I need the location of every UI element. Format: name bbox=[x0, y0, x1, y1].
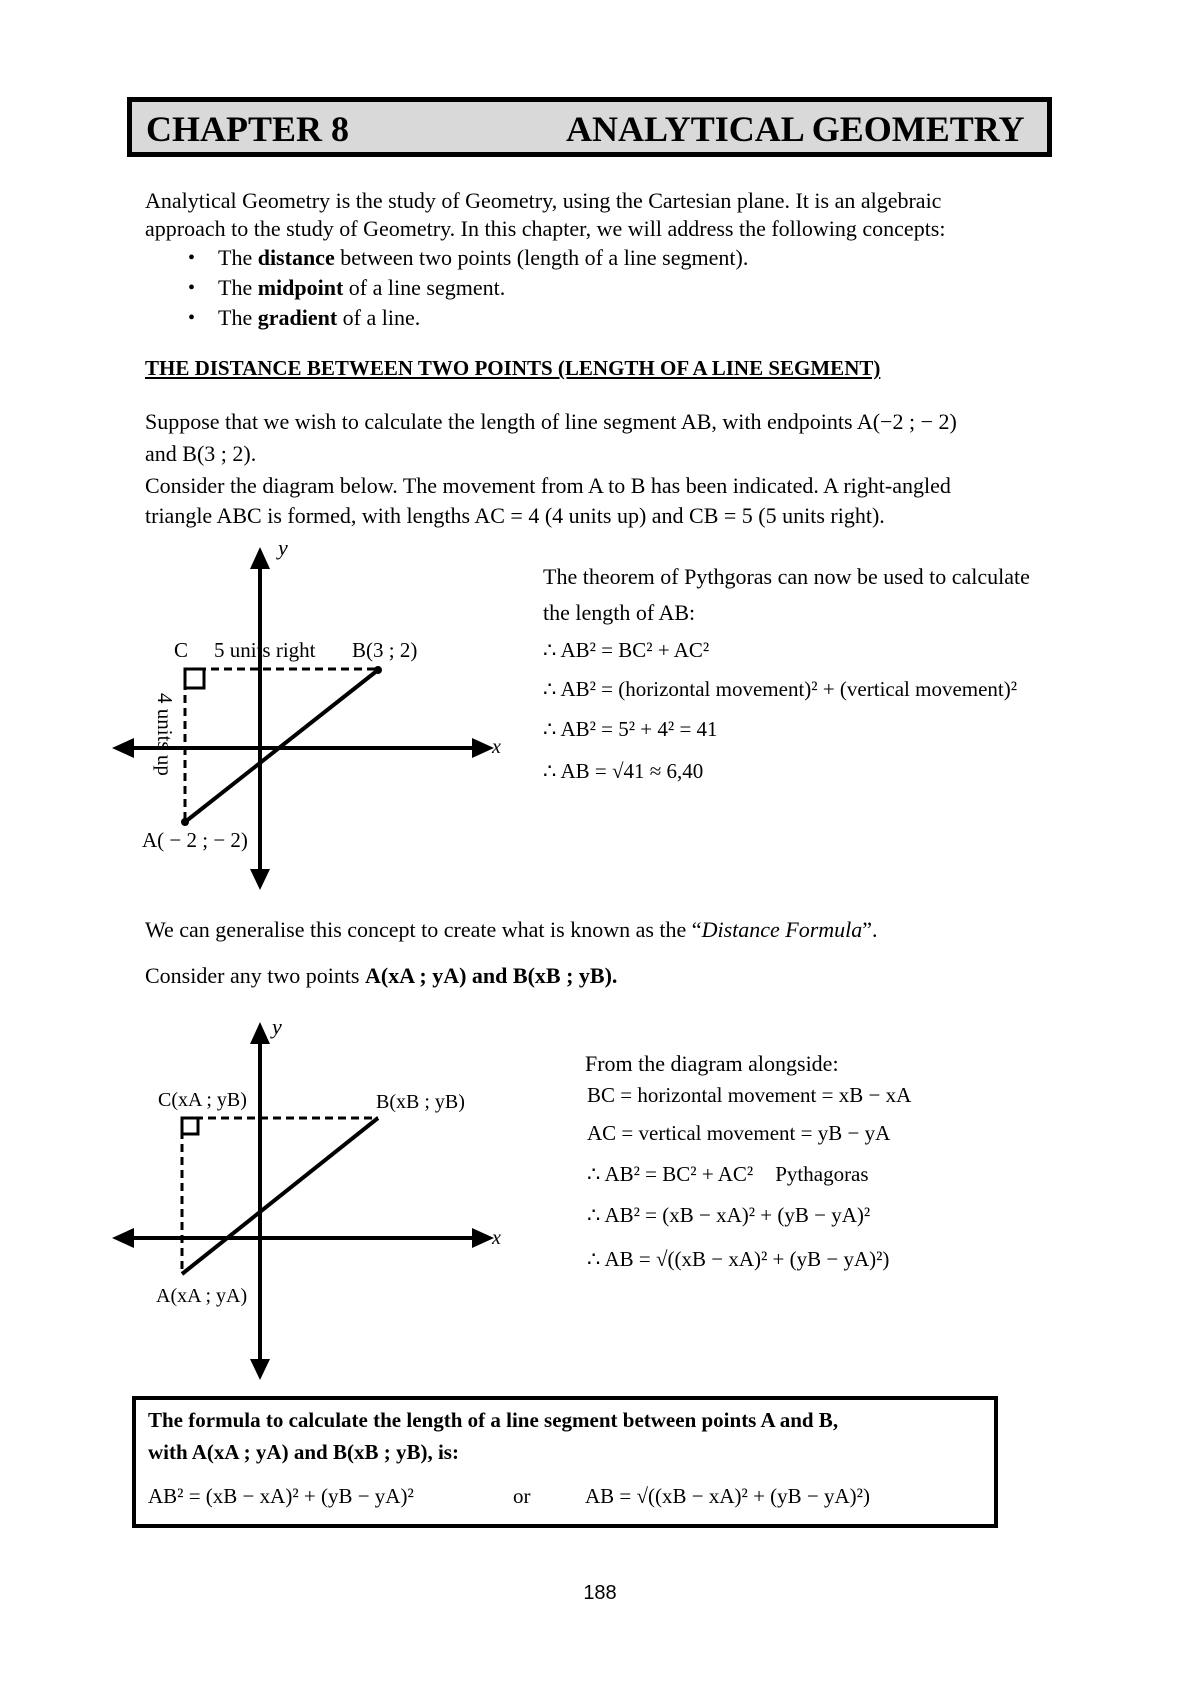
formula-box bbox=[132, 1396, 998, 1528]
horizontal-movement-label: 5 units right bbox=[214, 638, 316, 662]
general-line-2: Consider any two points A(xA ; yA) and B(xB ; yB). bbox=[145, 963, 618, 988]
para-line-2: and B(3 ; 2). bbox=[145, 441, 257, 466]
list-item: • The distance between two points (length of a line segment). bbox=[145, 243, 748, 273]
x-axis-arrow-left bbox=[112, 1228, 134, 1248]
pyth-eq-2: ∴ AB² = (horizontal movement)² + (vertical movement)² bbox=[543, 677, 1018, 701]
para-line-3: Consider the diagram below. The movement from A to B has been indicated. A right-angled bbox=[145, 473, 951, 498]
point-c-label: C(xA ; yB) bbox=[158, 1089, 247, 1111]
point-c-label: C bbox=[174, 638, 189, 662]
right-angle-marker bbox=[182, 1118, 198, 1134]
y-axis-label: y bbox=[278, 545, 288, 560]
pyth-line-2: the length of AB: bbox=[543, 600, 696, 625]
intro-line-1: Analytical Geometry is the study of Geometry, using the Cartesian plane. It is an algebraic bbox=[145, 188, 942, 213]
pyth-eq-4: ∴ AB = √41 ≈ 6,40 bbox=[543, 759, 704, 783]
y-axis-arrow-up bbox=[250, 547, 270, 569]
list-item: • The midpoint of a line segment. bbox=[145, 273, 748, 303]
y-axis-arrow-up bbox=[250, 1022, 270, 1044]
pyth-eq-3: ∴ AB² = 5² + 4² = 41 bbox=[543, 717, 718, 741]
diagram-general-points bbox=[110, 1018, 530, 1388]
point-b bbox=[374, 666, 382, 674]
pyth-line-1: The theorem of Pythgoras can now be used to calculate bbox=[543, 564, 1030, 589]
formula-root: AB = √((xB − xA)² + (yB − yA)²) bbox=[585, 1484, 870, 1508]
right-angle-marker bbox=[185, 669, 204, 688]
x-axis-label: x bbox=[492, 1227, 501, 1249]
vertical-movement-label: 4 units up bbox=[153, 693, 177, 776]
y-axis-label: y bbox=[272, 1018, 282, 1039]
para-line-4: triangle ABC is formed, with lengths AC = 4 (4 units up) and CB = 5 (5 units right). bbox=[145, 503, 885, 528]
formula-or: or bbox=[513, 1484, 531, 1508]
diagram-distance-example bbox=[110, 545, 530, 895]
derive-eq-5: ∴ AB = √((xB − xA)² + (yB − yA)²) bbox=[587, 1247, 890, 1271]
chapter-number: CHAPTER 8 bbox=[146, 109, 350, 149]
x-axis-arrow-right bbox=[472, 738, 494, 758]
y-axis-arrow-down bbox=[250, 1359, 270, 1380]
formula-box-line-1: The formula to calculate the length of a line segment between points A and B, bbox=[148, 1408, 839, 1432]
list-item: • The gradient of a line. bbox=[145, 303, 748, 333]
pyth-eq-1: ∴ AB² = BC² + AC² bbox=[543, 638, 710, 662]
derive-eq-4: ∴ AB² = (xB − xA)² + (yB − yA)² bbox=[587, 1203, 871, 1227]
pythagoras-note: Pythagoras bbox=[775, 1162, 869, 1186]
x-axis-arrow-right bbox=[472, 1228, 494, 1248]
chapter-title: ANALYTICAL GEOMETRY bbox=[566, 109, 1025, 149]
general-line-1: We can generalise this concept to create what is known as the “Distance Formula”. bbox=[145, 917, 878, 942]
x-axis-arrow-left bbox=[112, 738, 134, 758]
point-a-label: A(xA ; yA) bbox=[156, 1285, 248, 1307]
chapter-header bbox=[127, 97, 1052, 157]
derive-intro: From the diagram alongside: bbox=[585, 1051, 839, 1076]
formula-box-line-2: with A(xA ; yA) and B(xB ; yB), is: bbox=[148, 1440, 459, 1464]
derive-eq-3: ∴ AB² = BC² + AC² Pythagoras bbox=[587, 1162, 869, 1186]
y-axis-arrow-down bbox=[250, 869, 270, 890]
point-b-label: B(3 ; 2) bbox=[352, 638, 418, 662]
page-number: 188 bbox=[583, 1582, 617, 1604]
derive-eq-1: BC = horizontal movement = xB − xA bbox=[587, 1083, 912, 1107]
segment-ab bbox=[182, 1118, 378, 1274]
para-line-1: Suppose that we wish to calculate the length of line segment AB, with endpoints A(−2 ; − 2) bbox=[145, 409, 957, 434]
point-b-label: B(xB ; yB) bbox=[376, 1091, 465, 1113]
intro-line-2: approach to the study of Geometry. In this chapter, we will address the following concepts: bbox=[145, 216, 946, 241]
x-axis-label: x bbox=[492, 736, 501, 758]
formula-squared: AB² = (xB − xA)² + (yB − yA)² bbox=[148, 1484, 414, 1508]
point-a-label: A( − 2 ; − 2) bbox=[142, 828, 248, 852]
derive-eq-2: AC = vertical movement = yB − yA bbox=[587, 1121, 891, 1145]
concept-list bbox=[145, 243, 748, 333]
section-heading: THE DISTANCE BETWEEN TWO POINTS (LENGTH OF A LINE SEGMENT) bbox=[145, 356, 881, 380]
